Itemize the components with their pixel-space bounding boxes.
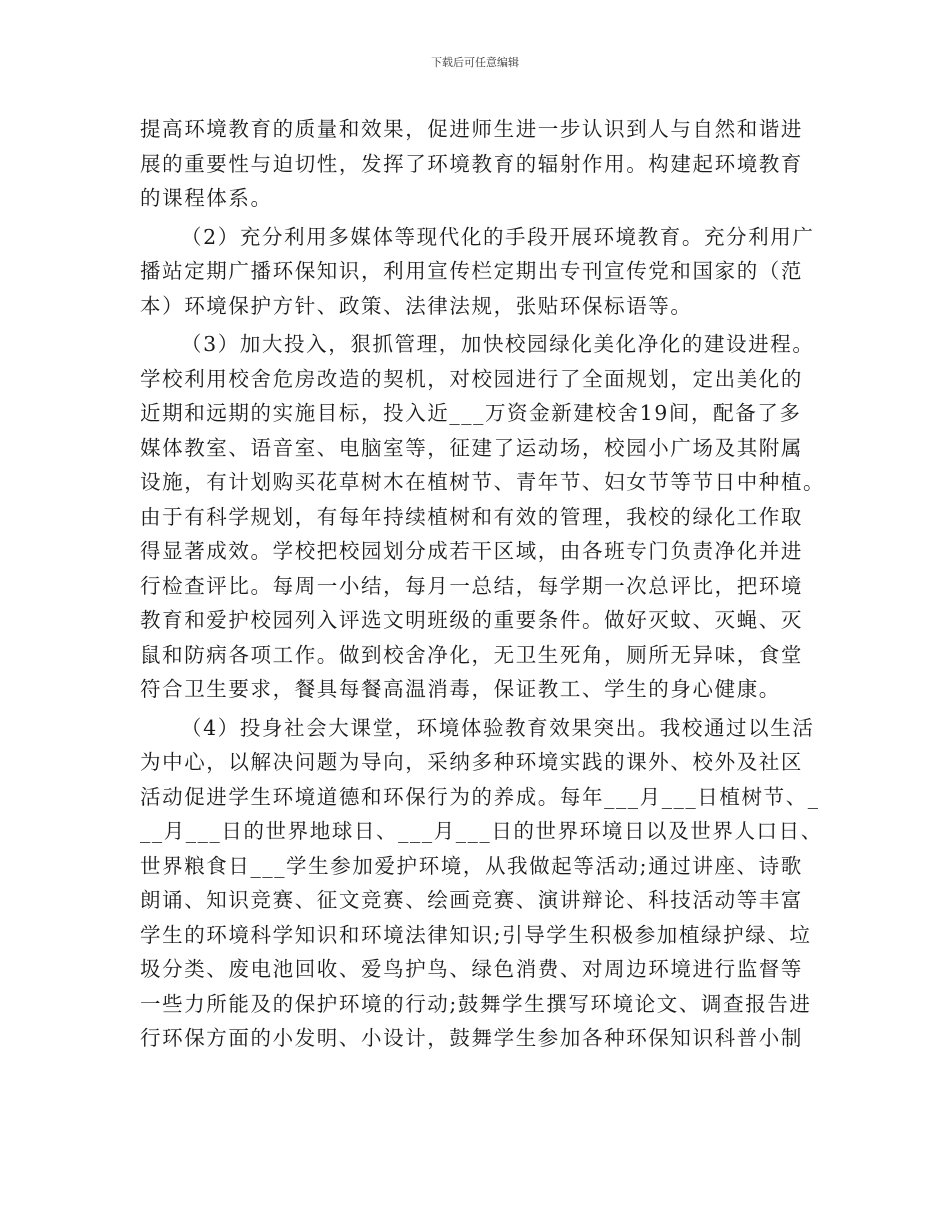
text-line: 得显著成效。学校把校园划分成若干区域，由各班专门负责净化并进: [140, 539, 803, 563]
text-line: 设施，有计划购买花草树木在植树节、青年节、妇女节等节日中种植。: [140, 470, 826, 494]
text-line: 学校利用校舍危房改造的契机，对校园进行了全面规划，定出美化的: [140, 366, 803, 391]
text-line: 为中心，以解决问题为导向，采纳多种环境实践的课外、校外及社区: [140, 750, 803, 774]
text-line: 行环保方面的小发明、小设计，鼓舞学生参加各种环保知识科普小制: [140, 1026, 803, 1050]
text-line: 一些力所能及的保护环境的行动;鼓舞学生撰写环境论文、调查报告进: [140, 991, 812, 1016]
page-header: 下载后可任意编辑: [431, 56, 519, 69]
text-line: 由于有科学规划，有每年持续植树和有效的管理，我校的绿化工作取: [140, 504, 803, 529]
text-line: 鼠和防病各项工作。做到校舍净化，无卫生死角，厕所无异味，食堂: [140, 642, 803, 667]
paragraph-start-line: （3）加大投入，狠抓管理，加快校园绿化美化净化的建设进程。: [181, 332, 815, 356]
text-line: 世界粮食日___学生参加爱护环境，从我做起等活动;通过讲座、诗歌: [140, 853, 803, 878]
text-line: 圾分类、废电池回收、爱鸟护鸟、绿色消费、对周边环境进行监督等: [140, 957, 803, 981]
text-line: 符合卫生要求，餐具每餐高温消毒，保证教工、学生的身心健康。: [140, 677, 781, 701]
text-line: 近期和远期的实施目标，投入近___万资金新建校舍19间，配备了多: [140, 401, 802, 425]
text-line: 播站定期广播环保知识，利用宣传栏定期出专刊宣传党和国家的（范: [140, 259, 803, 283]
paragraph-start-line: （4）投身社会大课堂，环境体验教育效果突出。我校通过以生活: [181, 715, 815, 740]
text-line: 教育和爱护校园列入评选文明班级的重要条件。做好灭蚊、灭蝇、灭: [140, 608, 803, 632]
text-line: 本）环境保护方针、政策、法律法规，张贴环保标语等。: [140, 293, 693, 318]
text-line: 提高环境教育的质量和效果，促进师生进一步认识到人与自然和谐进: [140, 117, 803, 141]
text-line: 媒体教室、语音室、电脑室等，征建了运动场，校园小广场及其附属: [140, 435, 803, 460]
paragraph-start-line: （2）充分利用多媒体等现代化的手段开展环境教育。充分利用广: [181, 224, 815, 249]
text-line: 朗诵、知识竞赛、征文竞赛、绘画竞赛、演讲辩论、科技活动等丰富: [140, 888, 803, 912]
text-line: 的课程体系。: [140, 186, 273, 210]
text-line: 活动促进学生环境道德和环保行为的养成。每年___月___日植树节、_: [140, 784, 820, 809]
document-body: [140, 112, 826, 1056]
text-line: 展的重要性与迫切性，发挥了环境教育的辐射作用。构建起环境教育: [140, 151, 803, 176]
text-line: 行检查评比。每周一小结，每月一总结，每学期一次总评比，把环境: [140, 573, 803, 598]
text-line: 学生的环境科学知识和环境法律知识;引导学生积极参加植绿护绿、垃: [140, 922, 812, 947]
text-line: __月___日的世界地球日、___月___日的世界环境日以及世界人口日、: [140, 819, 823, 843]
